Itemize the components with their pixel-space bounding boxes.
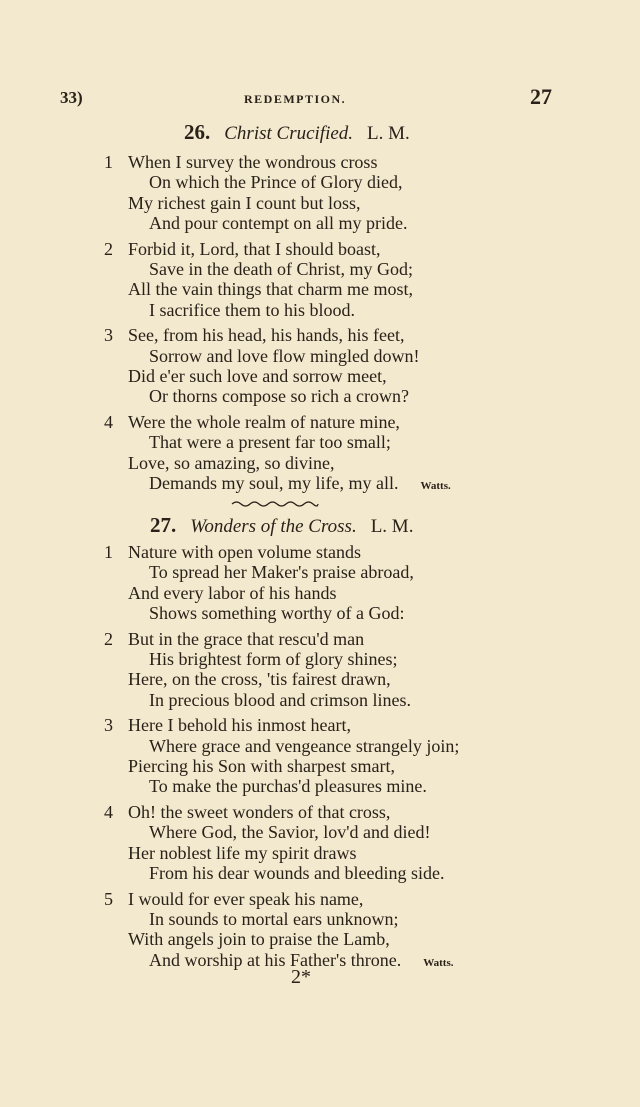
hymn-name: Wonders of the Cross.	[190, 516, 357, 537]
verse-line: Oh! the sweet wonders of that cross,	[128, 801, 391, 822]
verse	[104, 239, 584, 321]
verse-number: 5	[104, 888, 113, 909]
verse-line: In precious blood and crimson lines.	[149, 689, 411, 710]
hymn-author: Watts.	[423, 956, 454, 969]
ornamental-divider	[230, 500, 320, 508]
running-head: REDEMPTION.	[244, 92, 347, 106]
verse-line: Demands my soul, my life, my all.	[149, 473, 399, 494]
verse-line: My richest gain I count but loss,	[128, 192, 361, 213]
verse-line: But in the grace that rescu'd man	[128, 628, 365, 649]
verse-line: With angels join to praise the Lamb,	[128, 929, 390, 950]
verse-number: 2	[104, 628, 113, 649]
verse	[104, 715, 584, 797]
verse-line: Piercing his Son with sharpest smart,	[128, 756, 395, 777]
verse-number: 4	[104, 801, 113, 822]
verse-line: Were the whole realm of nature mine,	[128, 411, 400, 432]
verse-line: Did e'er such love and sorrow meet,	[128, 366, 387, 387]
hymn-meter: L. M.	[370, 516, 414, 537]
verse-line: On which the Prince of Glory died,	[149, 172, 403, 193]
verse-line: Her noblest life my spirit draws	[128, 842, 357, 863]
verse-line: That were a present far too small;	[149, 432, 391, 453]
hymn-27-verses	[104, 542, 584, 978]
verse-line: Here, on the cross, 'tis fairest drawn,	[128, 669, 391, 690]
verse-line-with-author	[104, 473, 584, 496]
hymn-title-27	[150, 513, 413, 538]
verse-line: From his dear wounds and bleeding side.	[149, 863, 445, 884]
verse-line: To make the purchas'd pleasures mine.	[149, 776, 427, 797]
verse	[104, 889, 584, 974]
hymn-meter: L. M.	[367, 123, 410, 144]
verse-line: Or thorns compose so rich a crown?	[149, 386, 409, 407]
hymn-title-26	[184, 120, 410, 145]
verse-line: And worship at his Father's throne.	[149, 949, 402, 970]
verse-line: See, from his head, his hands, his feet,	[128, 325, 405, 346]
verse-line: When I survey the wondrous cross	[128, 152, 378, 172]
verse-number: 4	[104, 411, 113, 432]
verse	[104, 412, 584, 497]
verse-line: All the vain things that charm me most,	[128, 279, 413, 300]
hymn-name: Christ Crucified.	[224, 123, 354, 144]
verse-line: Shows something worthy of a God:	[149, 603, 405, 624]
verse-line: Love, so amazing, so divine,	[128, 452, 335, 473]
hymn-26-verses	[104, 152, 584, 502]
header-left-mark: 33)	[60, 88, 83, 107]
verse-line: Where grace and vengeance strangely join;	[149, 735, 460, 756]
verse-number: 1	[104, 542, 113, 562]
verse-line: Save in the death of Christ, my God;	[149, 259, 413, 280]
verse-line: To spread her Maker's praise abroad,	[149, 562, 414, 583]
verse-line: Where God, the Savior, lov'd and died!	[149, 822, 431, 843]
verse	[104, 542, 584, 624]
page-header	[0, 84, 640, 114]
verse-line: And pour contempt on all my pride.	[149, 213, 408, 234]
page-number: 27	[530, 84, 552, 109]
verse-number: 1	[104, 152, 113, 172]
verse	[104, 629, 584, 711]
verse-line: Nature with open volume stands	[128, 542, 361, 562]
verse-line: I would for ever speak his name,	[128, 888, 364, 909]
signature-mark: 2*	[291, 966, 311, 988]
verse	[104, 325, 584, 407]
hymn-number: 27.	[150, 513, 177, 537]
verse-line-with-author	[104, 950, 584, 973]
verse-line: His brightest form of glory shines;	[149, 649, 398, 670]
verse-line: I sacrifice them to his blood.	[149, 299, 355, 320]
hymn-number: 26.	[184, 120, 211, 144]
verse-number: 3	[104, 325, 113, 346]
verse	[104, 802, 584, 884]
verse-line: In sounds to mortal ears unknown;	[149, 908, 399, 929]
verse-number: 3	[104, 715, 113, 736]
verse-line: Forbid it, Lord, that I should boast,	[128, 238, 381, 259]
verse-number: 2	[104, 238, 113, 259]
verse-line: Sorrow and love flow mingled down!	[149, 345, 420, 366]
verse-line: And every labor of his hands	[128, 582, 337, 603]
verse-line: Here I behold his inmost heart,	[128, 715, 351, 736]
verse	[104, 152, 584, 234]
hymn-author: Watts.	[420, 480, 451, 493]
